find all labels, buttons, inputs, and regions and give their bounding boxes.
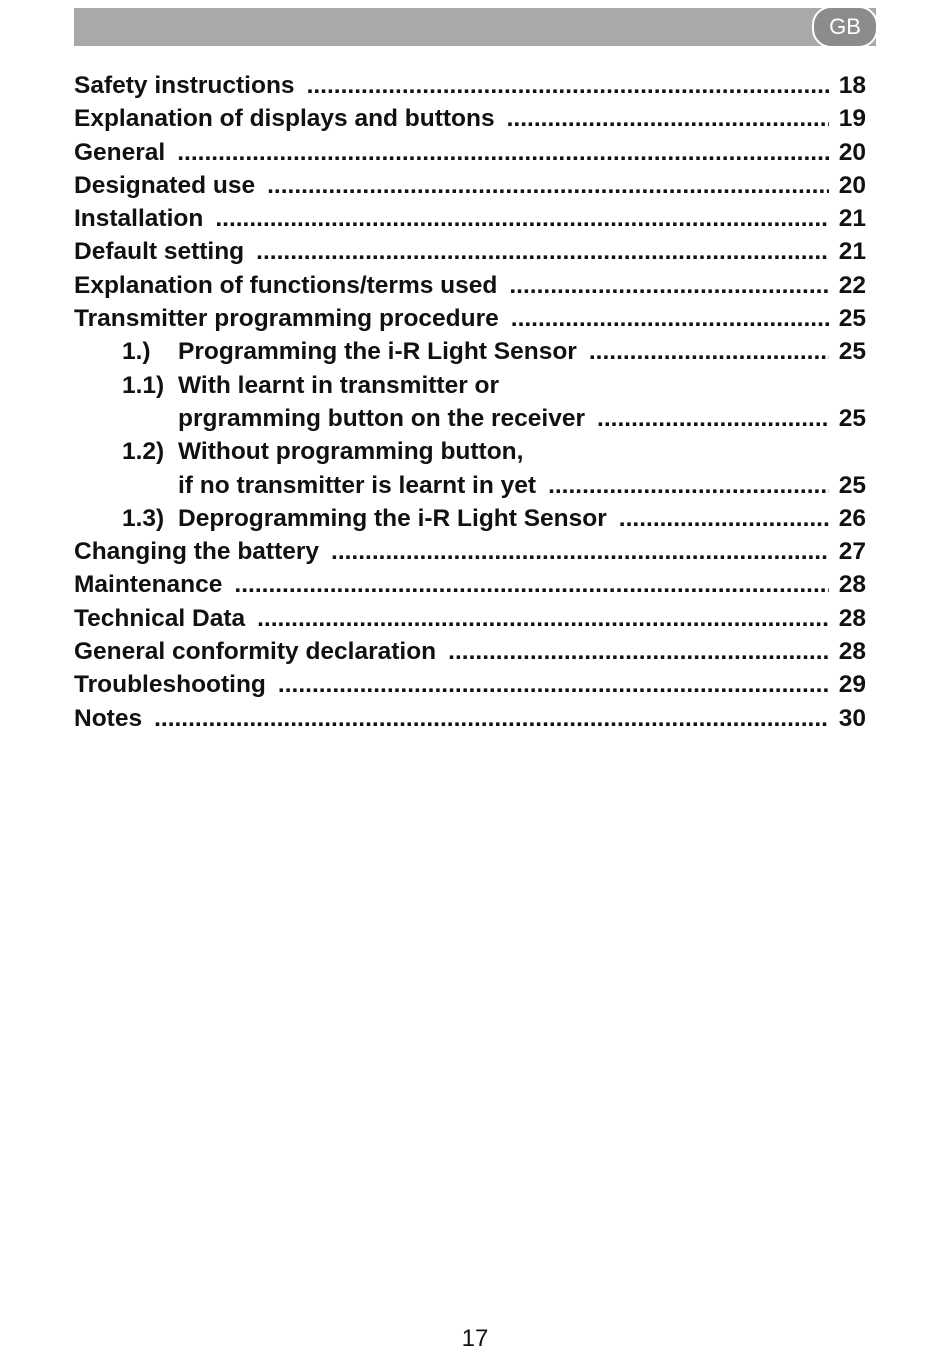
toc-page: 21 <box>838 238 866 266</box>
toc-leader <box>234 568 828 601</box>
toc-page: 28 <box>838 571 866 599</box>
toc-entry-designated-use[interactable] <box>74 169 866 202</box>
toc-leader <box>331 535 829 568</box>
toc-title: Default setting <box>74 238 245 266</box>
toc-leader <box>548 469 829 502</box>
toc-title: Designated use <box>74 171 256 199</box>
header-bar <box>74 8 876 46</box>
toc-leader <box>589 335 829 368</box>
toc-entry-1-2[interactable] <box>74 435 866 468</box>
toc-entry-conformity[interactable] <box>74 635 866 668</box>
toc-leader <box>257 602 829 635</box>
toc-page: 27 <box>838 538 866 566</box>
toc-leader <box>511 302 829 335</box>
toc-entry-technical-data[interactable] <box>74 602 866 635</box>
toc-leader <box>267 169 829 202</box>
toc-title: prgramming button on the receiver <box>178 404 586 432</box>
toc-title: Changing the battery <box>74 538 320 566</box>
toc-leader <box>177 136 828 169</box>
page-number: 17 <box>461 1325 489 1352</box>
toc-page: 21 <box>838 205 866 233</box>
toc-entry-safety[interactable] <box>74 69 866 102</box>
toc-page: 20 <box>838 171 866 199</box>
toc-entry-1-1-cont[interactable] <box>74 402 866 435</box>
toc-title: Installation <box>74 205 204 233</box>
toc-entry-transmitter-programming[interactable] <box>74 302 866 335</box>
toc-title: General <box>74 138 166 166</box>
toc-entry-1-2-cont[interactable] <box>74 469 866 502</box>
toc-title: Explanation of functions/terms used <box>74 271 498 299</box>
toc-page: 25 <box>838 471 866 499</box>
toc-page: 22 <box>838 271 866 299</box>
toc-entry-maintenance[interactable] <box>74 568 866 601</box>
toc-entry-installation[interactable] <box>74 202 866 235</box>
toc-title: Explanation of displays and buttons <box>74 105 495 133</box>
toc-entry-displays-buttons[interactable] <box>74 102 866 135</box>
toc-leader <box>597 402 829 435</box>
toc-title: Deprogramming the i-R Light Sensor <box>178 504 607 532</box>
toc-leader <box>154 702 829 735</box>
toc-page: 25 <box>838 338 866 366</box>
toc-page: 28 <box>838 638 866 666</box>
toc-title: Programming the i-R Light Sensor <box>178 338 577 366</box>
toc-leader <box>215 202 828 235</box>
toc-entry-1-3[interactable] <box>74 502 866 535</box>
toc-number: 1.) <box>122 338 151 366</box>
toc-number: 1.1) <box>122 371 165 399</box>
toc-title: Technical Data <box>74 604 246 632</box>
toc-title: General conformity declaration <box>74 638 437 666</box>
toc-title: Notes <box>74 704 143 732</box>
toc-number: 1.3) <box>122 504 165 532</box>
table-of-contents <box>74 69 866 735</box>
toc-leader <box>509 269 828 302</box>
toc-page: 20 <box>838 138 866 166</box>
toc-page: 26 <box>838 504 866 532</box>
toc-title: Without programming button, <box>178 438 524 466</box>
toc-title: if no transmitter is learnt in yet <box>178 471 537 499</box>
language-badge: GB <box>812 6 878 48</box>
toc-entry-battery[interactable] <box>74 535 866 568</box>
toc-page: 18 <box>838 72 866 99</box>
toc-leader <box>448 635 829 668</box>
toc-leader <box>278 668 829 701</box>
toc-title: Safety instructions <box>74 72 295 99</box>
toc-leader <box>256 235 829 268</box>
toc-entry-troubleshooting[interactable] <box>74 668 866 701</box>
toc-leader <box>307 69 829 102</box>
toc-entry-notes[interactable] <box>74 702 866 735</box>
toc-page: 19 <box>838 105 866 133</box>
toc-number: 1.2) <box>122 438 165 466</box>
toc-title: With learnt in transmitter or <box>178 371 500 399</box>
toc-entry-1[interactable] <box>74 335 866 368</box>
toc-page: 25 <box>838 404 866 432</box>
toc-entry-functions-terms[interactable] <box>74 269 866 302</box>
toc-page: 29 <box>838 671 866 699</box>
toc-title: Transmitter programming procedure <box>74 305 499 333</box>
toc-page: 30 <box>838 704 866 732</box>
toc-leader <box>507 102 829 135</box>
toc-leader <box>619 502 829 535</box>
toc-page: 25 <box>838 305 866 333</box>
toc-title: Maintenance <box>74 571 223 599</box>
toc-entry-1-1[interactable] <box>74 369 866 402</box>
toc-entry-default-setting[interactable] <box>74 235 866 268</box>
toc-page: 28 <box>838 604 866 632</box>
toc-title: Troubleshooting <box>74 671 266 699</box>
toc-entry-general[interactable] <box>74 136 866 169</box>
